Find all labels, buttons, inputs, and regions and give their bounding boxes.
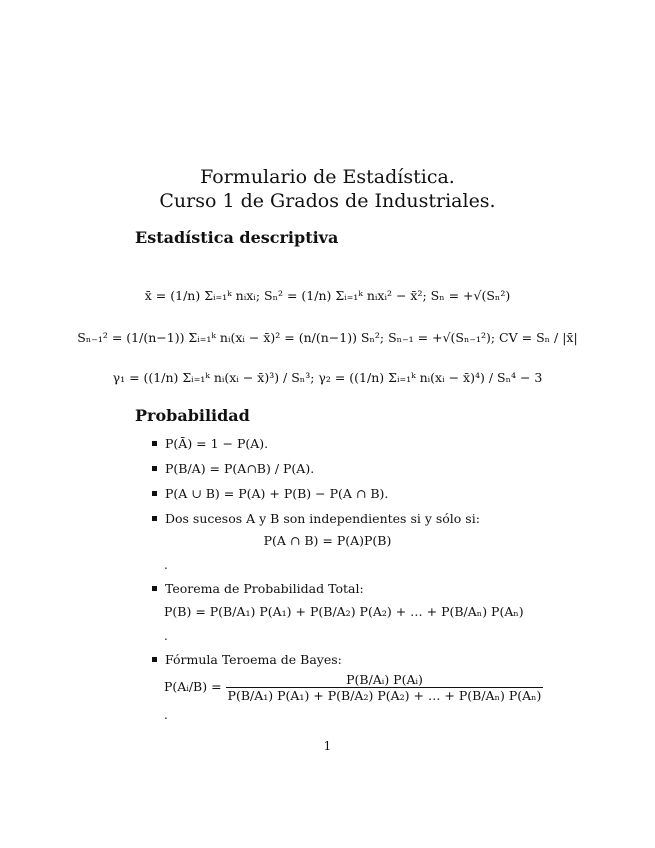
union-rule: P(A ∪ B) = P(A) + P(B) − P(A ∩ B).: [165, 486, 389, 501]
complement-rule: P(Ā) = 1 − P(A).: [165, 436, 269, 451]
bayes-fraction: [226, 672, 544, 703]
bullet-icon: [152, 657, 157, 662]
formula-skew-kurtosis: γ₁ = ((1/n) Σᵢ₌₁ᵏ nᵢ(xᵢ − x̄)³) / Sₙ³; γ₂ = ((1/n) Σᵢ₌₁ᵏ nᵢ(xᵢ − x̄)⁴) / Sₙ⁴ − 3: [112, 370, 543, 385]
bullet-icon: [152, 466, 157, 471]
bayes-equation: [164, 672, 543, 703]
page-number: 1: [323, 739, 332, 753]
independence-text: Dos sucesos A y B son independientes si y sólo si:: [165, 511, 480, 526]
total-probability-text: Teorema de Probabilidad Total:: [165, 581, 364, 596]
title-line-1: Formulario de Estadística.: [200, 166, 455, 188]
section-heading-probability: Probabilidad: [135, 406, 250, 425]
conditional-rule: P(B/A) = P(A∩B) / P(A).: [165, 461, 315, 476]
list-item: [152, 511, 480, 526]
formula-quasivariance: Sₙ₋₁² = (1/(n−1)) Σᵢ₌₁ᵏ nᵢ(xᵢ − x̄)² = (n/(n−1)) Sₙ²; Sₙ₋₁ = +√(Sₙ₋₁²); CV = Sₙ / |x̄|: [77, 330, 578, 345]
bullet-icon: [152, 441, 157, 446]
formula-mean-variance: x̄ = (1/n) Σᵢ₌₁ᵏ nᵢxᵢ; Sₙ² = (1/n) Σᵢ₌₁ᵏ nᵢxᵢ² − x̄²; Sₙ = +√(Sₙ²): [144, 288, 511, 303]
end-dot: .: [164, 558, 168, 572]
bullet-icon: [152, 586, 157, 591]
list-item: [152, 436, 268, 451]
list-item: [152, 486, 388, 501]
bayes-numerator: P(B/Aᵢ) P(Aᵢ): [226, 672, 544, 688]
section-heading-descriptive: Estadística descriptiva: [135, 228, 339, 247]
bullet-icon: [152, 516, 157, 521]
end-dot: .: [164, 708, 168, 722]
list-item: [152, 581, 364, 596]
total-probability-equation: P(B) = P(B/A₁) P(A₁) + P(B/A₂) P(A₂) + … + P(B/Aₙ) P(Aₙ): [164, 604, 524, 619]
title-line-2: Curso 1 de Grados de Industriales.: [159, 190, 496, 212]
bayes-text: Fórmula Teroema de Bayes:: [165, 652, 342, 667]
list-item: [152, 461, 314, 476]
bayes-lhs: P(Aᵢ/B) =: [164, 679, 222, 694]
end-dot: .: [164, 629, 168, 643]
independence-equation: P(A ∩ B) = P(A)P(B): [263, 533, 392, 548]
bullet-icon: [152, 491, 157, 496]
bayes-denominator: P(B/A₁) P(A₁) + P(B/A₂) P(A₂) + … + P(B/Aₙ) P(Aₙ): [227, 688, 542, 703]
list-item: [152, 652, 342, 667]
